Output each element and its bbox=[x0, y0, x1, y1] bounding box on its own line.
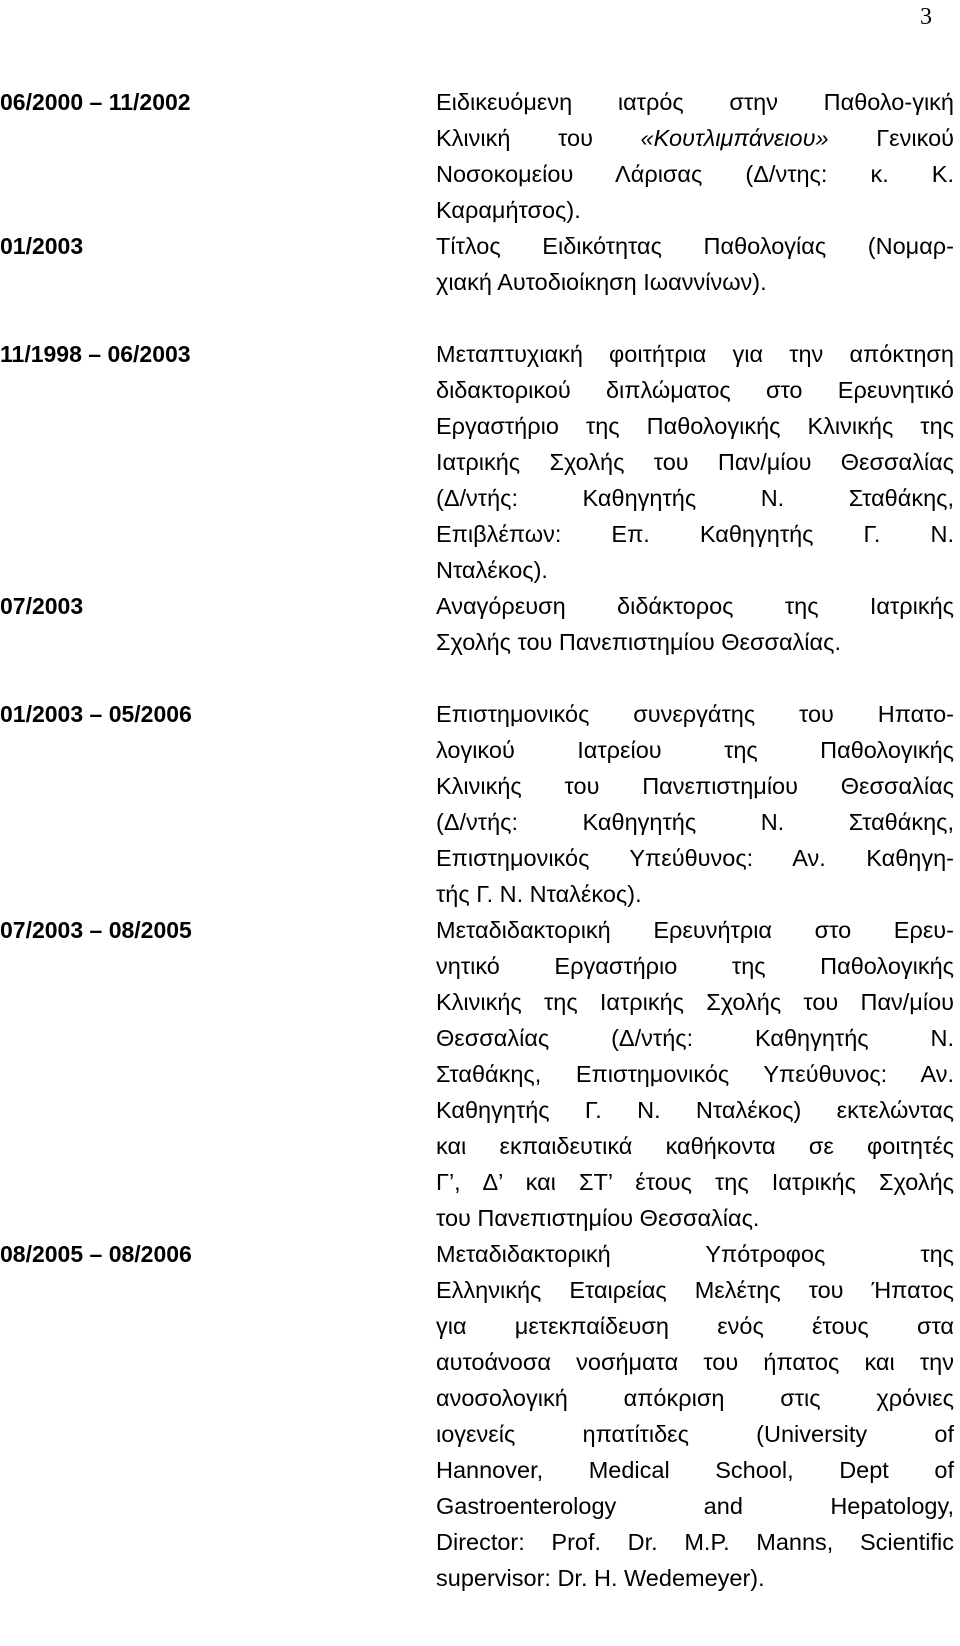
cv-entry bbox=[0, 588, 960, 660]
cv-entry bbox=[0, 336, 960, 588]
description-line: Σταθάκης, Επιστημονικός Υπεύθυνος: Αν. bbox=[436, 1061, 954, 1087]
description-line: Κλινικής της Ιατρικής Σχολής του Παν/μίου bbox=[436, 989, 954, 1015]
description-line: και εκπαιδευτικά καθήκοντα σε φοιτητές bbox=[436, 1133, 954, 1159]
description-line: Μεταπτυχιακή φοιτήτρια για την απόκτηση bbox=[436, 341, 954, 367]
description-line: Hannover, Medical School, Dept of bbox=[436, 1457, 954, 1483]
description-line: ανοσολογική απόκριση στις χρόνιες bbox=[436, 1385, 954, 1411]
description-line: Ελληνικής Εταιρείας Μελέτης του Ήπατος bbox=[436, 1277, 954, 1303]
description-line: Νταλέκος). bbox=[436, 557, 548, 583]
description-line: Ιατρικής Σχολής του Παν/μίου Θεσσαλίας bbox=[436, 449, 954, 475]
description-line: του Πανεπιστημίου Θεσσαλίας. bbox=[436, 1205, 760, 1231]
description-line: Γ’, Δ’ και ΣΤ’ έτους της Ιατρικής Σχολής bbox=[436, 1169, 954, 1195]
entry-date: 01/2003 – 05/2006 bbox=[0, 701, 192, 727]
cv-entry bbox=[0, 912, 960, 1236]
description-line: Επιβλέπων: Επ. Καθηγητής Γ. Ν. bbox=[436, 521, 954, 547]
description-line: Καραμήτσος). bbox=[436, 197, 581, 223]
description-line: Νοσοκομείου Λάρισας (Δ/ντης: κ. Κ. bbox=[436, 161, 954, 187]
entry-description bbox=[436, 228, 954, 300]
entry-description bbox=[436, 1236, 954, 1596]
description-line: ιογενείς ηπατίτιδες (University of bbox=[436, 1421, 954, 1447]
description-line: τής Γ. Ν. Νταλέκος). bbox=[436, 881, 642, 907]
italic-hospital-name: «Κουτλιμπάνειου» bbox=[640, 125, 829, 151]
description-line: (Δ/ντής: Καθηγητής Ν. Σταθάκης, bbox=[436, 485, 954, 511]
description-line: διδακτορικού διπλώματος στο Ερευνητικό bbox=[436, 377, 954, 403]
entry-description bbox=[436, 84, 954, 228]
entry-description bbox=[436, 336, 954, 588]
description-line: supervisor: Dr. H. Wedemeyer). bbox=[436, 1565, 765, 1591]
entry-date: 11/1998 – 06/2003 bbox=[0, 341, 191, 367]
page-number: 3 bbox=[920, 4, 932, 30]
cv-entry bbox=[0, 1236, 960, 1596]
description-line: Σχολής του Πανεπιστημίου Θεσσαλίας. bbox=[436, 629, 841, 655]
description-line: Τίτλος Ειδικότητας Παθολογίας (Νομαρ- bbox=[436, 233, 954, 259]
description-line: Αναγόρευση διδάκτορος της Ιατρικής bbox=[436, 593, 954, 619]
description-line: Μεταδιδακτορική Υπότροφος της bbox=[436, 1241, 954, 1267]
cv-entry bbox=[0, 696, 960, 912]
description-line: Κλινικής του Πανεπιστημίου Θεσσαλίας bbox=[436, 773, 954, 799]
description-line: Θεσσαλίας (Δ/ντής: Καθηγητής Ν. bbox=[436, 1025, 954, 1051]
entry-date: 07/2003 bbox=[0, 593, 84, 619]
description-line: νητικό Εργαστήριο της Παθολογικής bbox=[436, 953, 954, 979]
entry-description bbox=[436, 912, 954, 1236]
description-line: χιακή Αυτοδιοίκηση Ιωαννίνων). bbox=[436, 269, 767, 295]
entry-date: 06/2000 – 11/2002 bbox=[0, 89, 191, 115]
cv-entry bbox=[0, 228, 960, 300]
description-line: Επιστημονικός συνεργάτης του Ηπατο- bbox=[436, 701, 954, 727]
entry-date: 07/2003 – 08/2005 bbox=[0, 917, 192, 943]
description-line: Κλινική του «Κουτλιμπάνειου» Γενικού bbox=[436, 125, 954, 151]
description-line: λογικού Ιατρείου της Παθολογικής bbox=[436, 737, 954, 763]
description-line: για μετεκπαίδευση ενός έτους στα bbox=[436, 1313, 954, 1339]
description-line: Επιστημονικός Υπεύθυνος: Αν. Καθηγη- bbox=[436, 845, 954, 871]
description-line: Καθηγητής Γ. Ν. Νταλέκος) εκτελώντας bbox=[436, 1097, 954, 1123]
entry-date: 08/2005 – 08/2006 bbox=[0, 1241, 192, 1267]
description-line: Μεταδιδακτορική Ερευνήτρια στο Ερευ- bbox=[436, 917, 954, 943]
description-line: Director: Prof. Dr. M.P. Manns, Scientific bbox=[436, 1529, 954, 1555]
entry-description bbox=[436, 588, 954, 660]
cv-entries bbox=[0, 84, 960, 1596]
description-line: Εργαστήριο της Παθολογικής Κλινικής της bbox=[436, 413, 954, 439]
entry-date: 01/2003 bbox=[0, 233, 84, 259]
description-line: αυτοάνοσα νοσήματα του ήπατος και την bbox=[436, 1349, 954, 1375]
description-line: Ειδικευόμενη ιατρός στην Παθολο-γική bbox=[436, 89, 954, 115]
cv-entry bbox=[0, 84, 960, 228]
description-line: Gastroenterology and Hepatology, bbox=[436, 1493, 954, 1519]
entry-description bbox=[436, 696, 954, 912]
description-line: (Δ/ντής: Καθηγητής Ν. Σταθάκης, bbox=[436, 809, 954, 835]
